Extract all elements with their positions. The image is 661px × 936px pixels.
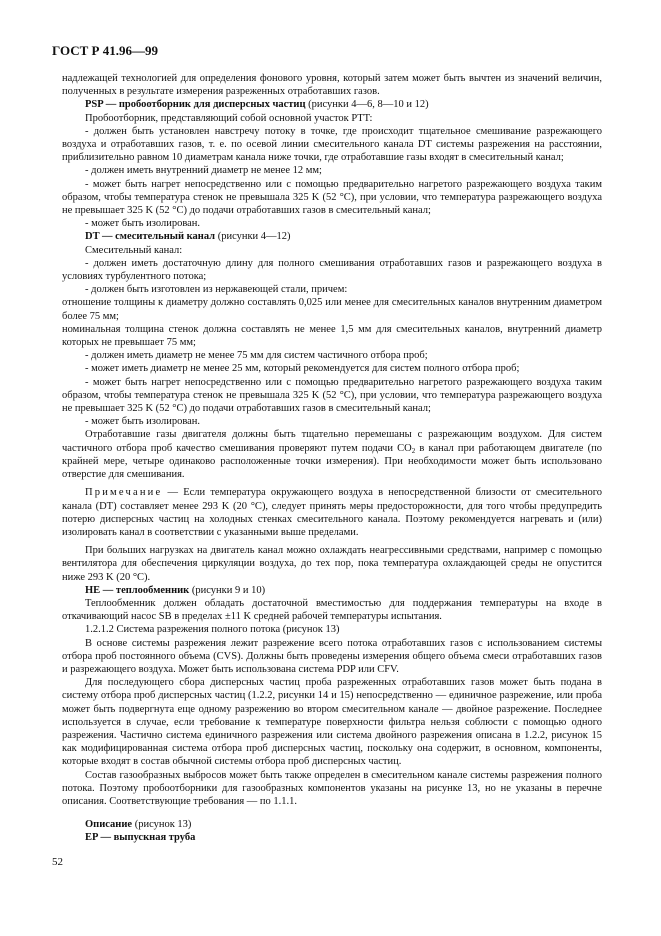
note xyxy=(62,486,602,539)
paragraph: номинальная толщина стенок должна составлять не менее 1,5 мм для смесительных каналов, внутренний диаметр которых не превышает 75 мм; xyxy=(62,323,602,349)
psp-refs: (рисунки 4—6, 8—10 и 12) xyxy=(305,99,429,111)
dt-refs: (рисунки 4—12) xyxy=(215,231,291,243)
text-fragment: в канал при работающем двигателе (по крайней мере, четыре одинаково расположенные точки измерения). При необходимости может быть использовано отверстие для смешивания. xyxy=(62,442,603,481)
list-item: - должен быть установлен навстречу потоку в точке, где происходит тщательное смешивание разрежающего воздуха и отработавших газов, т. е. по осевой линии смесительного канала DT системы разрежения на расстоянии, приблизительно равном 10 диаметрам канала ниже точки, где отработавшие газы входят в смесительный канал; xyxy=(62,125,602,164)
he-title: HE — теплообменник xyxy=(85,584,190,596)
section-dt-heading xyxy=(62,230,602,243)
list-item: - должен иметь диаметр не менее 75 мм для систем частичного отбора проб; xyxy=(85,350,428,362)
paragraph: надлежащей технологией для определения фонового уровня, который затем может быть вычтен из значений величин, полученных в результате измерения разреженных отработавших газов. xyxy=(62,73,602,98)
ep-title: EP — выпускная труба xyxy=(85,832,196,844)
text-fragment: Отработавшие газы двигателя должны быть тщательно перемешаны с разрежающим воздухом. Для систем частичного отбора проб качество смешивания проверяют путем подачи CO xyxy=(62,429,602,454)
paragraph: В основе системы разрежения лежит разрежение всего потока отработавших газов с использованием системы отбора проб постоянного объема (CVS). Должны быть проведены измерения общего объема смеси отработавших газов и разрежающего воздуха. Может быть использована система PDP или CFV. xyxy=(62,637,602,675)
paragraph: отношение толщины к диаметру должно составлять 0,025 или менее для смесительных каналов внутренним диаметром более 75 мм; xyxy=(62,297,602,322)
list-item: - должен иметь достаточную длину для полного смешивания отработавших газов и разрежающего воздуха в условиях турбулентного потока; xyxy=(62,257,602,283)
list-item: - может быть изолирован. xyxy=(85,416,201,428)
list-item: - должен быть изготовлен из нержавеющей стали, причем: xyxy=(85,284,348,296)
list-item: - может быть нагрет непосредственно или с помощью предварительно нагретого разрежающего воздуха таким образом, чтобы температура стенок не превышала 325 K (52 °C), при условии, что температура разрежающего воздуха не превышает 325 K (52 °C) до подачи отработавших газов в смесительный канал; xyxy=(62,178,602,217)
list-item: - может быть нагрет непосредственно или с помощью предварительно нагретого разрежающего воздуха таким образом, чтобы температура стенок не превышала 325 K (52 °C), при условии, что температура разрежающего воздуха не превышает 325 K (52 °C) до подачи отработавших газов в смесительный канал; xyxy=(62,376,602,415)
note-text: — Если температура окружающего воздуха в непосредственной близости от смесительного канала (DT) составляет менее 293 K (20 °C), следует принять меры предосторожности, для того чтобы предупредить потерю дисперсных частиц на холодных стенках смесительного канала. Поэтому рекомендуется нагревать и (или) изолировать канал в соответствии с указанными выше пределами. xyxy=(62,487,602,538)
paragraph: Смесительный канал: xyxy=(85,244,183,256)
description-refs: (рисунок 13) xyxy=(132,819,192,831)
list-item: - должен иметь внутренний диаметр не менее 12 мм; xyxy=(85,165,322,177)
list-item: - может быть изолирован. xyxy=(85,218,201,230)
paragraph: Состав газообразных выбросов может быть также определен в смесительном канале системы разрежения полного потока. Поэтому пробоотборники для газообразных компонентов указаны на рисунке 13, но не указаны в перечне описания. Соответствующие требования — по 1.1.1. xyxy=(62,769,602,807)
paragraph-mixing xyxy=(62,428,602,481)
subscript: 2 xyxy=(411,446,416,455)
section-psp-heading xyxy=(62,98,602,111)
subsection-heading: 1.2.1.2 Система разрежения полного потока (рисунок 13) xyxy=(85,624,340,636)
he-refs: (рисунки 9 и 10) xyxy=(189,584,266,596)
psp-title: PSP — пробоотборник для дисперсных частиц xyxy=(85,99,306,111)
description-title: Описание xyxy=(85,819,133,831)
dt-title: DT — смесительный канал xyxy=(85,231,216,243)
document-header: ГОСТ Р 41.96—99 xyxy=(52,43,158,58)
paragraph: Теплообменник должен обладать достаточной вместимостью для поддержания температуры на входе в откачивающий насос SB в пределах ±11 K средней рабочей температуры испытания. xyxy=(62,597,602,623)
section-he-heading xyxy=(62,584,602,597)
list-item: - может иметь диаметр не менее 25 мм, который рекомендуется для систем полного отбора проб; xyxy=(85,363,520,375)
paragraph: Пробоотборник, представляющий собой основной участок PTT: xyxy=(85,112,373,124)
paragraph: При больших нагрузках на двигатель канал можно охлаждать неагрессивными средствами, например с помощью вентилятора для обеспечения циркуляции воздуха, до тех пор, пока температура охлаждающей среды не опустится ниже 293 K (20 °C). xyxy=(62,545,602,583)
document-body xyxy=(62,72,602,845)
section-ep-heading xyxy=(62,831,602,844)
section-description-heading xyxy=(62,818,602,831)
note-label: Примечание xyxy=(85,487,163,499)
page-number: 52 xyxy=(52,856,63,868)
paragraph: Для последующего сбора дисперсных частиц проба разреженных отработавших газов может быть подана в систему отбора проб дисперсных частиц (1.2.2, рисунки 14 и 15) непосредственно — единичное разрежение, или проба может быть подвергнута еще одному разрежению во втором смесительном канале — двойное разрежение. Последнее используется в случае, если требование к температуре поверхности фильтра нельзя соблюсти с помощью одного разрежения. Частично система единичного разрежения или система двойного разрежения описана в 1.2.2, рисунок 15 как модифицированная система отбора проб дисперсных частиц, поскольку она содержит, в основном, компоненты, которые входят в состав обычной системы отбора проб дисперсных частиц. xyxy=(62,677,602,768)
